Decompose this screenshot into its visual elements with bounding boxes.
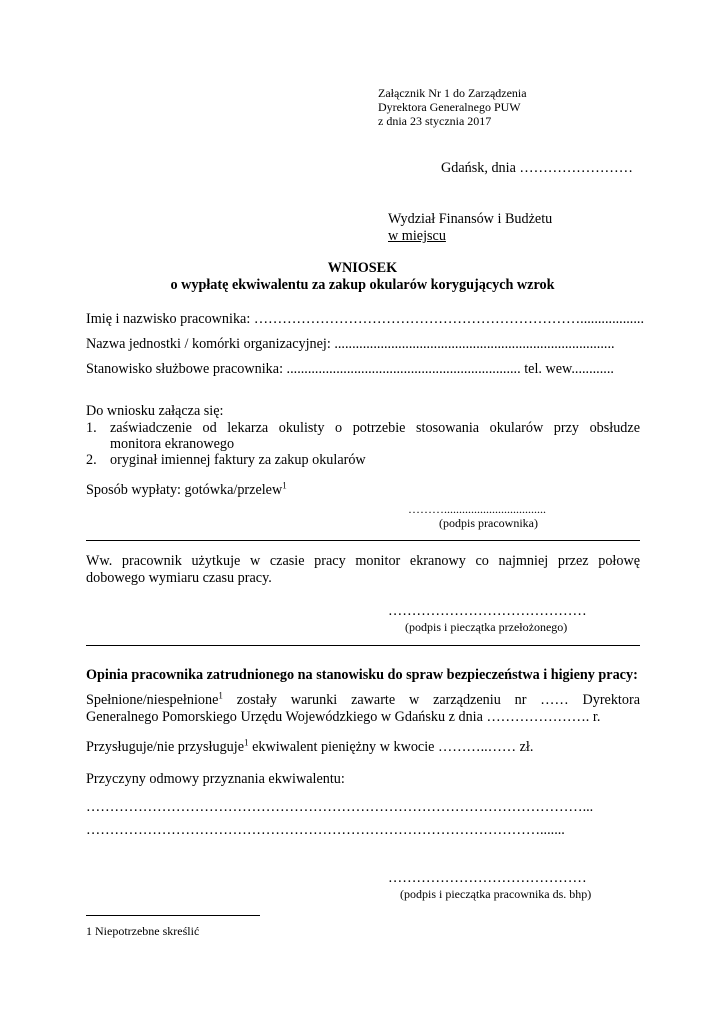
header-line-2: Dyrektora Generalnego PUW <box>378 100 521 114</box>
header-line-3: z dnia 23 stycznia 2017 <box>378 114 492 128</box>
header-line-1: Załącznik Nr 1 do Zarządzenia <box>378 86 527 100</box>
footnote <box>86 924 199 938</box>
bhp-conditions-choice: Spełnione/niespełnione <box>86 692 219 708</box>
employee-signature-line: ……….................................. <box>408 502 546 516</box>
bhp-entitlement-amount: ekwiwalent pieniężny w kwocie ………..…… zł. <box>248 739 534 755</box>
footnote-text: Niepotrzebne skreślić <box>92 924 200 938</box>
footnote-reference: 1 <box>244 737 249 748</box>
footnote-separator <box>86 915 260 916</box>
supervisor-signature-label: (podpis i pieczątka przełożonego) <box>405 620 568 634</box>
footnote-reference: 1 <box>282 480 287 491</box>
supervisor-statement-line-2: dobowego wymiaru czasu pracy. <box>86 570 272 586</box>
payment-method <box>86 482 287 499</box>
addressee-line-1: Wydział Finansów i Budżetu <box>388 211 553 227</box>
addressee-line-2: w miejscu <box>388 228 446 244</box>
attachments-intro: Do wniosku załącza się: <box>86 403 224 419</box>
field-phone: tel. wew............ <box>524 361 614 377</box>
bhp-entitlement-choice: Przysługuje/nie przysługuje <box>86 739 245 755</box>
supervisor-statement-line-1: Ww. pracownik użytkuje w czasie pracy monitor ekranowy co najmniej przez połowę <box>86 553 640 569</box>
supervisor-signature-line: …………………………………… <box>388 603 587 619</box>
bhp-entitlement <box>86 739 533 756</box>
field-position <box>86 361 614 378</box>
bhp-signature-label: (podpis i pieczątka pracownika ds. bhp) <box>400 887 592 901</box>
field-position-label: Stanowisko służbowe pracownika: .................................................................. <box>86 361 521 377</box>
field-employee-name: Imię i nazwisko pracownika: …………………………………………………………….................. <box>86 311 644 327</box>
title-sub: o wypłatę ekwiwalentu za zakup okularów korygujących wzrok <box>170 277 555 293</box>
bhp-refusal-label: Przyczyny odmowy przyznania ekwiwalentu: <box>86 771 345 787</box>
title-main: WNIOSEK <box>327 260 398 276</box>
attachment-2-text: oryginał imiennej faktury za zakup okularów <box>110 452 366 468</box>
bhp-conditions-text: zostały warunki zawarte w zarządzeniu nr …… Dyrektora <box>222 692 640 708</box>
bhp-signature-line: …………………………………… <box>388 870 587 886</box>
attachment-2-number: 2. <box>86 452 97 468</box>
footnote-reference: 1 <box>218 690 223 701</box>
attachment-1-line-1: zaświadczenie od lekarza okulisty o potrzebie stosowania okularów przy obsłudze <box>110 420 640 436</box>
bhp-heading: Opinia pracownika zatrudnionego na stanowisku do spraw bezpieczeństwa i higieny pracy: <box>86 667 638 683</box>
bhp-refusal-line-2: ……………………………………………………………………………………....... <box>86 822 565 838</box>
section-divider-2 <box>86 645 640 646</box>
bhp-conditions-line-1 <box>86 692 640 709</box>
place-date: Gdańsk, dnia …………………… <box>441 160 633 176</box>
attachment-1-line-2: monitora ekranowego <box>110 436 235 452</box>
payment-method-label: Sposób wypłaty: gotówka/przelew <box>86 482 283 498</box>
bhp-refusal-line-1: ……………………………………………………………………………………………... <box>86 799 594 815</box>
employee-signature-label: (podpis pracownika) <box>439 516 538 530</box>
bhp-conditions-line-2: Generalnego Pomorskiego Urzędu Wojewódzkiego w Gdańsku z dnia …………………. r. <box>86 709 601 725</box>
footnote-mark: 1 <box>86 924 92 938</box>
field-organizational-unit: Nazwa jednostki / komórki organizacyjnej: ............................................................................... <box>86 336 615 352</box>
section-divider-1 <box>86 540 640 541</box>
attachment-1-number: 1. <box>86 420 97 436</box>
